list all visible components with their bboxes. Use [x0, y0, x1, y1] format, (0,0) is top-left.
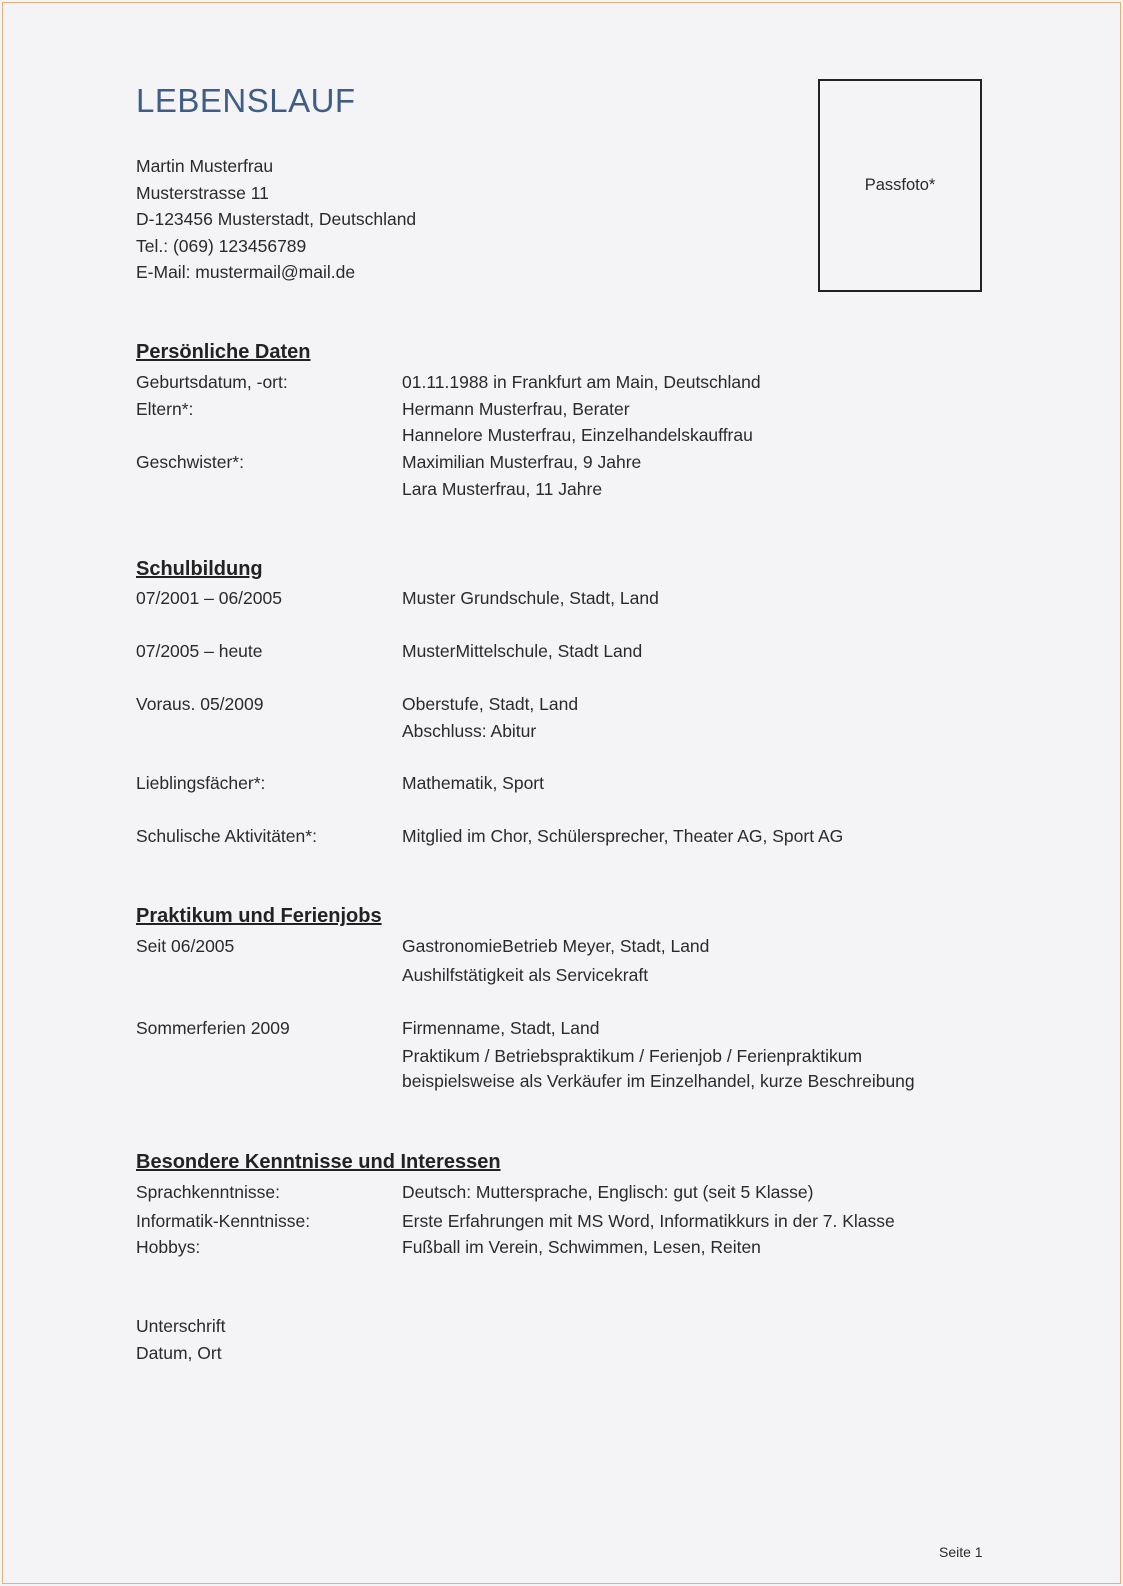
address-email: E-Mail: mustermail@mail.de [136, 262, 356, 282]
value-job-2-desc-1: Praktikum / Betriebspraktikum / Ferienjob / Ferienpraktikum [402, 1046, 863, 1066]
value-sibling-1: Maximilian Musterfrau, 9 Jahre [402, 452, 642, 472]
value-school-activities: Mitglied im Chor, Schülersprecher, Theater AG, Sport AG [402, 826, 844, 846]
value-father: Hermann Musterfrau, Berater [402, 399, 630, 419]
value-mother: Hannelore Musterfrau, Einzelhandelskauffrau [402, 425, 753, 445]
value-school-3-degree: Abschluss: Abitur [402, 721, 537, 741]
section-heading-personal: Persönliche Daten [136, 341, 311, 363]
date-place-label: Datum, Ort [136, 1343, 222, 1363]
label-school-3: Voraus. 05/2009 [136, 694, 264, 714]
address-name: Martin Musterfrau [136, 156, 274, 176]
address-phone: Tel.: (069) 123456789 [136, 235, 307, 256]
label-languages: Sprachkenntnisse: [136, 1182, 280, 1202]
value-sibling-2: Lara Musterfrau, 11 Jahre [402, 479, 603, 499]
label-parents: Eltern*: [136, 399, 194, 419]
section-heading-jobs: Praktikum und Ferienjobs [136, 905, 382, 927]
value-languages: Deutsch: Muttersprache, Englisch: gut (seit 5 Klasse) [402, 1182, 814, 1202]
value-school-2: MusterMittelschule, Stadt Land [402, 641, 643, 661]
value-it-skills: Erste Erfahrungen mit MS Word, Informatikkurs in der 7. Klasse [402, 1211, 895, 1231]
section-heading-skills: Besondere Kenntnisse und Interessen [136, 1151, 501, 1173]
value-job-1: GastronomieBetrieb Meyer, Stadt, Land [402, 936, 710, 956]
value-hobbies: Fußball im Verein, Schwimmen, Lesen, Reiten [402, 1237, 761, 1257]
label-it-skills: Informatik-Kenntnisse: [136, 1211, 311, 1231]
value-birth: 01.11.1988 in Frankfurt am Main, Deutschland [402, 372, 761, 392]
signature-label: Unterschrift [136, 1316, 226, 1336]
label-siblings: Geschwister*: [136, 452, 244, 472]
page-number: Seite 1 [939, 1544, 983, 1560]
label-school-2: 07/2005 – heute [136, 641, 263, 661]
value-job-2: Firmenname, Stadt, Land [402, 1018, 600, 1038]
section-heading-school: Schulbildung [136, 558, 263, 580]
value-school-3: Oberstufe, Stadt, Land [402, 694, 579, 714]
label-birth: Geburtsdatum, -ort: [136, 372, 288, 392]
label-school-activities: Schulische Aktivitäten*: [136, 826, 317, 846]
photo-placeholder [818, 79, 982, 292]
photo-label: Passfoto* [864, 176, 936, 194]
document-title: LEBENSLAUF [136, 82, 356, 119]
label-job-2: Sommerferien 2009 [136, 1018, 290, 1038]
label-job-1: Seit 06/2005 [136, 936, 235, 956]
address-city: D-123456 Musterstadt, Deutschland [136, 209, 417, 229]
value-school-1: Muster Grundschule, Stadt, Land [402, 588, 659, 608]
value-favorite-subjects: Mathematik, Sport [402, 773, 544, 793]
label-hobbies: Hobbys: [136, 1237, 201, 1257]
label-school-1: 07/2001 – 06/2005 [136, 588, 282, 608]
address-block [136, 153, 416, 286]
label-favorite-subjects: Lieblingsfächer*: [136, 773, 266, 793]
value-job-1-desc: Aushilfstätigkeit als Servicekraft [402, 965, 649, 985]
value-job-2-desc-2: beispielsweise als Verkäufer im Einzelhandel, kurze Beschreibung [402, 1071, 915, 1091]
address-street: Musterstrasse 11 [136, 182, 269, 203]
